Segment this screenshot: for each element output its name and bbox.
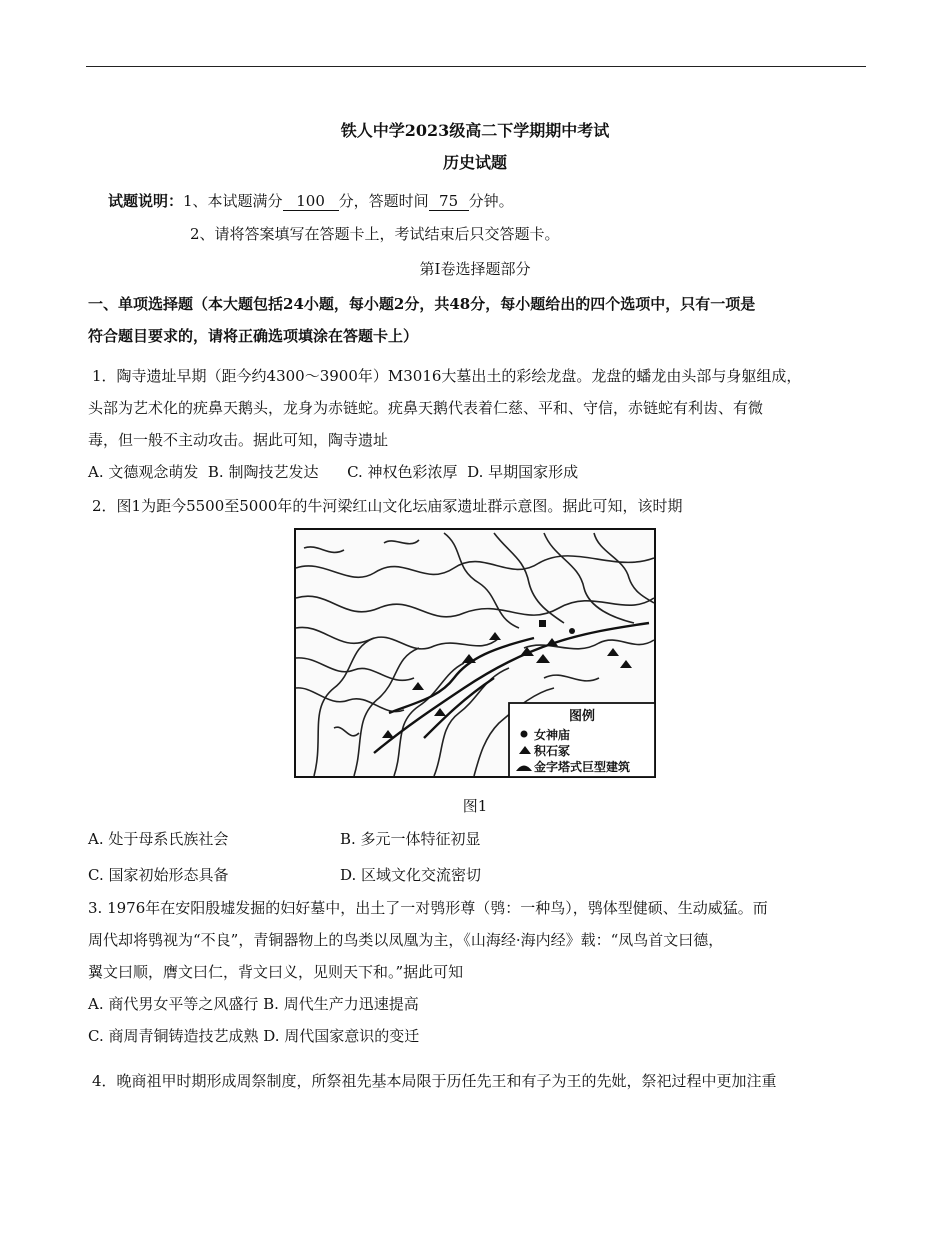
question-1: 1．陶寺遗址早期（距今约4300～3900年）M3016大墓出土的彩绘龙盘。龙盘的蟠龙由头部与身躯组成， 头部为艺术化的疣鼻天鹅头，龙身为赤链蛇。疣鼻天鹅代表着仁慈、平和、守信，赤链蛇有利齿、有微 毒，但一般不主动攻击。据此可知，陶寺遗址 A. 文德观念萌发 B. 制陶技艺发达 C. 神权色彩浓厚 D. 早期国家形成 bbox=[88, 360, 863, 488]
exam-time: 75 bbox=[429, 193, 469, 211]
question-2-option-b: B. 多元一体特征初显 bbox=[340, 830, 481, 848]
volume-title: 第Ⅰ卷选择题部分 bbox=[419, 260, 531, 278]
question-3-options-ab: A. 商代男女平等之风盛行 B. 周代生产力迅速提高 bbox=[88, 995, 419, 1013]
question-3: 3. 1976年在安阳殷墟发掘的妇好墓中，出土了一对鸮形尊（鸮：一种鸟），鸮体型健硕、生动威猛。而 周代却将鸮视为“不良”，青铜器物上的鸟类以凤凰为主，《山海经·海内经》载：“凤鸟首文曰德， 翼文曰顺，膺文曰仁，背文曰义，见则天下和。”据此可知 A. 商代男女平等之风盛行 B. 周代生产力迅速提高 C. 商周青铜铸造技艺成熟 D. 周代国家意识的变迁 bbox=[88, 892, 863, 1052]
question-2-option-a: A. 处于母系氏族社会 bbox=[88, 830, 229, 848]
legend-title: 图例 bbox=[568, 709, 596, 724]
site-map-figure bbox=[294, 528, 656, 778]
instructions-line-1: 试题说明：1、本试题满分 100 分，答题时间 75 分钟。 bbox=[108, 192, 514, 210]
question-2-stem: 2．图1为距今5500至5000年的牛河梁红山文化坛庙冢遗址群示意图。据此可知，该时期 bbox=[92, 497, 683, 515]
legend-item-goddess-temple: 女神庙 bbox=[534, 728, 571, 742]
question-2-option-d: D. 区域文化交流密切 bbox=[340, 866, 482, 884]
figure-caption: 图1 bbox=[462, 797, 488, 815]
exam-title: 铁人中学2023级高二下学期期中考试 bbox=[340, 121, 610, 140]
exam-subject: 历史试题 bbox=[442, 153, 507, 172]
section-heading: 一、单项选择题（本大题包括24小题，每小题2分，共48分，每小题给出的四个选项中，只有一项是 符合题目要求的，请将正确选项填涂在答题卡上） bbox=[88, 295, 756, 345]
question-2-option-c: C. 国家初始形态具备 bbox=[88, 866, 229, 884]
header-rule bbox=[86, 66, 866, 67]
instructions-line-2: 2、请将答案填写在答题卡上，考试结束后只交答题卡。 bbox=[190, 225, 560, 243]
question-4-stem: 4．晚商祖甲时期形成周祭制度，所祭祖先基本局限于历任先王和有子为王的先妣，祭祀过程中更加注重 bbox=[92, 1072, 777, 1090]
instructions-label: 试题说明： bbox=[108, 192, 184, 210]
full-score: 100 bbox=[283, 193, 339, 211]
legend-item-pyramid-building: 金字塔式巨型建筑 bbox=[534, 760, 631, 774]
legend-item-stone-cairn: 积石冢 bbox=[534, 744, 571, 758]
question-1-options: A. 文德观念萌发 B. 制陶技艺发达 C. 神权色彩浓厚 D. 早期国家形成 bbox=[88, 463, 579, 481]
question-3-options-cd: C. 商周青铜铸造技艺成熟 D. 周代国家意识的变迁 bbox=[88, 1027, 420, 1045]
